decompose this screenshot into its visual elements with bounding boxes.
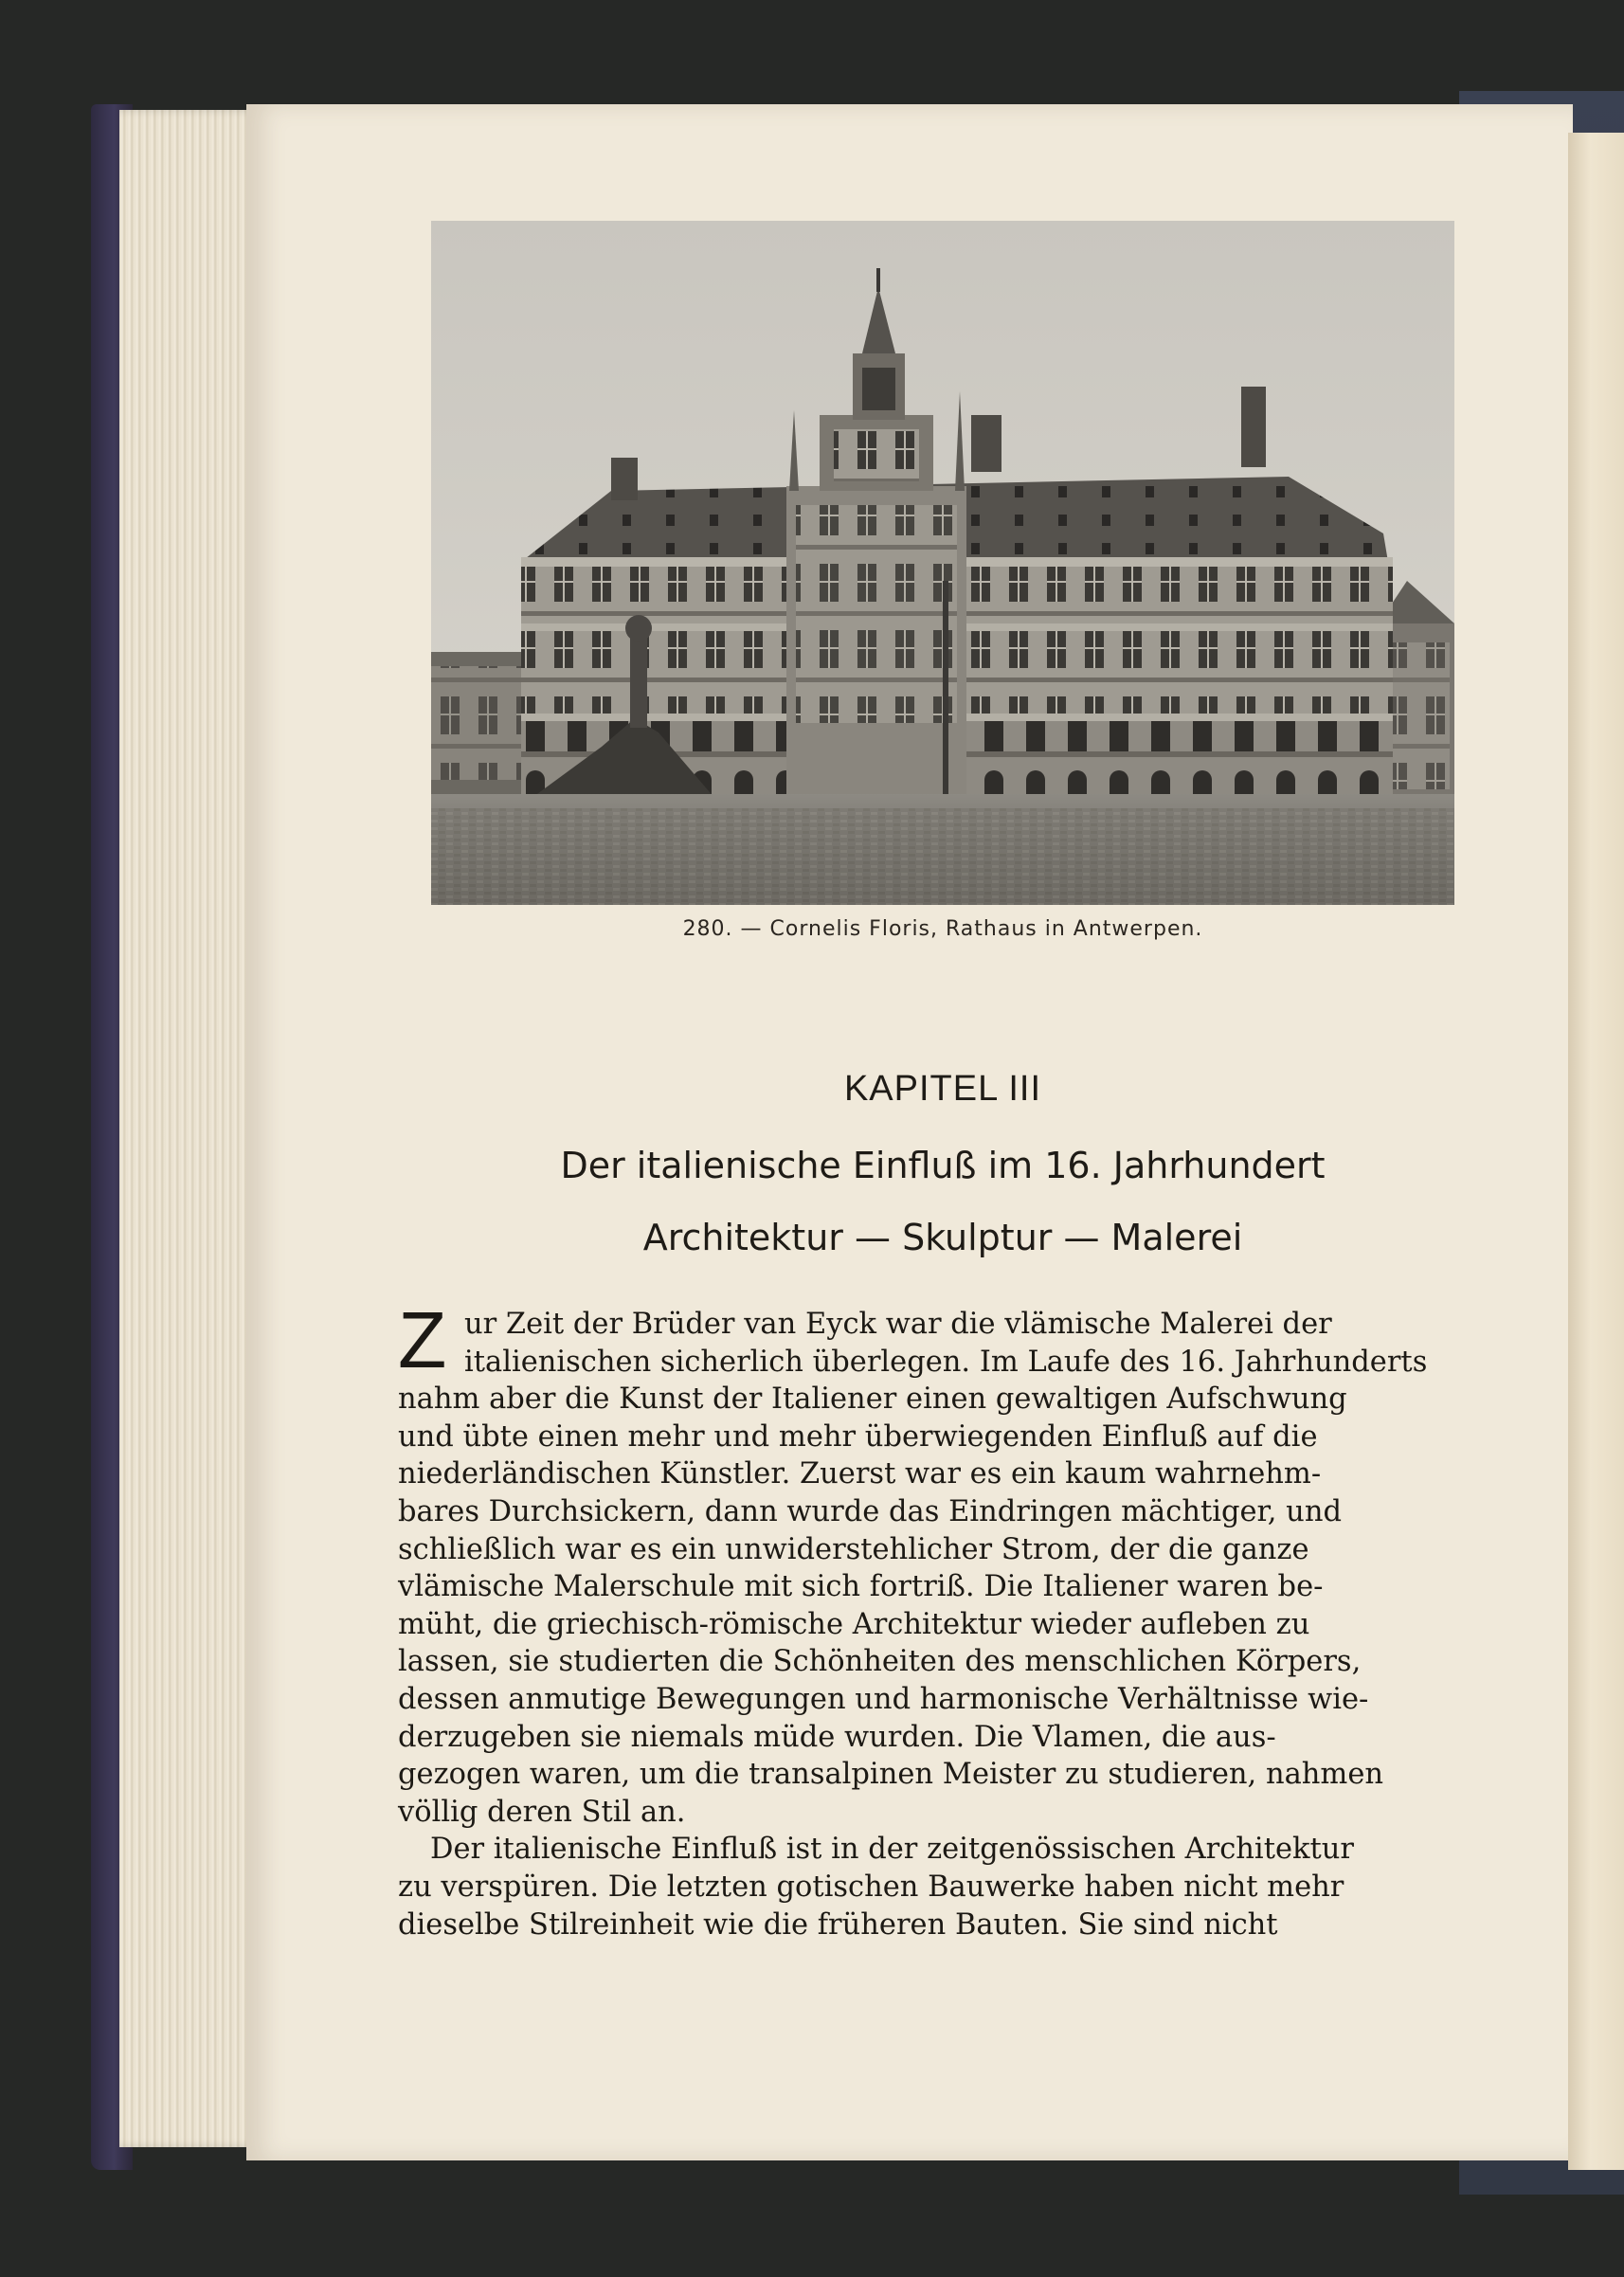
text-line: müht, die griechisch-römische Architektur wieder aufleben zu (398, 1607, 1310, 1641)
text-line: lassen, sie studierten die Schönheiten des menschlichen Körpers, (398, 1645, 1362, 1679)
text-line: dessen anmutige Bewegungen und harmonische Verhältnisse wie- (398, 1682, 1369, 1716)
text-line: Der italienische Einfluß ist in der zeitgenössischen Architektur (430, 1833, 1354, 1867)
text-line: derzugeben sie niemals müde wurden. Die Vlamen, die aus- (398, 1720, 1276, 1754)
next-page-edge (1568, 133, 1624, 2170)
chapter-label: KAPITEL III (843, 1069, 1042, 1109)
text-line: vlämische Malerschule mit sich fortriß. Die Italiener waren be- (398, 1570, 1324, 1604)
chapter-subtitle: Architektur — Skulptur — Malerei (642, 1217, 1243, 1258)
drop-cap: Z (398, 1295, 447, 1384)
chapter-title: Der italienische Einfluß im 16. Jahrhundert (560, 1145, 1326, 1186)
text-line: dieselbe Stilreinheit wie die früheren Bauten. Sie sind nicht (398, 1907, 1278, 1942)
text-line: nahm aber die Kunst der Italiener einen gewaltigen Aufschwung (398, 1382, 1347, 1417)
page-edges (119, 110, 262, 2147)
text-line: gezogen waren, um die transalpinen Meister zu studieren, nahmen (398, 1758, 1384, 1792)
text-line: schließlich war es ein unwiderstehlicher Strom, der die ganze (398, 1532, 1309, 1566)
text-line: italienischen sicherlich überlegen. Im Laufe des 16. Jahrhunderts (464, 1345, 1428, 1379)
text-line: niederländischen Künstler. Zuerst war es ein kaum wahrnehm- (398, 1457, 1322, 1491)
figure-caption: 280. — Cornelis Floris, Rathaus in Antwerpen. (682, 917, 1203, 941)
text-line: ur Zeit der Brüder van Eyck war die vlämische Malerei der (464, 1308, 1332, 1341)
text-line: und übte einen mehr und mehr überwiegenden Einfluß auf die (398, 1419, 1318, 1454)
text-line: völlig deren Stil an. (398, 1795, 686, 1829)
rathaus-photo (431, 221, 1454, 905)
body-text (398, 1306, 1450, 1943)
text-line: bares Durchsickern, dann wurde das Eindringen mächtiger, und (398, 1494, 1342, 1528)
text-line: zu verspüren. Die letzten gotischen Bauwerke haben nicht mehr (398, 1870, 1344, 1904)
